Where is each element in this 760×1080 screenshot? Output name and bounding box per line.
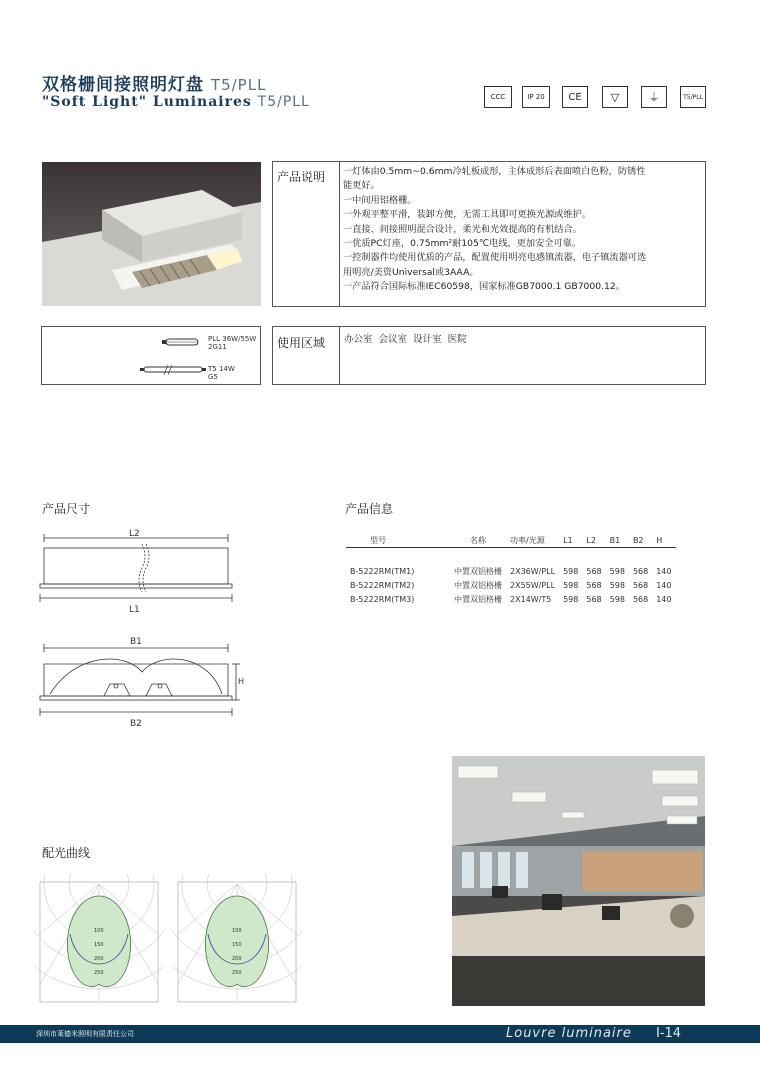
usage-divider xyxy=(339,327,340,384)
svg-text:150: 150 xyxy=(232,942,242,948)
product-photo xyxy=(42,162,261,306)
office-photo xyxy=(452,756,705,1006)
header-cell: 功率/光源 xyxy=(510,535,545,545)
page-number: I-14 xyxy=(656,1026,682,1041)
svg-text:200: 200 xyxy=(232,956,242,962)
l2-label: L2 xyxy=(129,529,140,539)
usage-text: 办公室 会议室 设计室 医院 xyxy=(344,334,467,345)
svg-text:200: 200 xyxy=(94,956,104,962)
t5-lamp-icon xyxy=(140,365,206,375)
table-row: B-5222RM(TM2) 中置双铝格栅 2X55W/PLL 598 568 598 568 140 xyxy=(350,580,672,590)
info-table-header xyxy=(346,533,676,548)
header-cell: L2 xyxy=(586,535,596,545)
svg-text:100: 100 xyxy=(94,928,104,934)
side-dimension-drawing xyxy=(36,524,246,614)
description-line: 一控制器件均使用优质的产品，配置使用明亮电感镇流器，电子镇流器可选 xyxy=(343,252,647,264)
title-en-text: "Soft Light" Luminaires xyxy=(42,94,252,110)
svg-text:250: 250 xyxy=(232,970,242,976)
pll-lamp-icon xyxy=(162,337,206,347)
light-curve-chart-2 xyxy=(172,874,302,1012)
title-cn-text: 双格栅间接照明灯盘 xyxy=(42,75,204,95)
header-cell: 型号 xyxy=(370,535,386,545)
header-cell: H xyxy=(656,535,663,545)
page-title-cn xyxy=(42,70,266,95)
t5-lamp-label: T5 14W G5 xyxy=(208,365,235,381)
t5pll-cert-badge: T5/PLL xyxy=(680,86,706,108)
header-cell: B1 xyxy=(609,535,621,545)
header-cell: B2 xyxy=(632,535,644,545)
dimensions-title: 产品尺寸 xyxy=(42,502,91,516)
ccc-cert-badge: CCC xyxy=(484,86,512,108)
description-divider xyxy=(339,162,340,306)
description-line: 一中间用铝格栅。 xyxy=(343,194,417,206)
info-table-wrap xyxy=(346,533,676,606)
footer-brand: Louvre luminaire xyxy=(506,1026,632,1041)
description-line: 一产品符合国际标准IEC60598，国家标准GB7000.1 GB7000.12。 xyxy=(343,281,625,293)
description-line: 一外观平整平滑，装卸方便，无需工具即可更换光源或维护。 xyxy=(343,209,592,221)
b1-label: B1 xyxy=(130,637,142,647)
description-label: 产品说明 xyxy=(277,170,326,184)
header-cell: L1 xyxy=(563,535,573,545)
description-line: 一直接、间接照明混合设计，柔光和光效提高的有机结合。 xyxy=(343,223,582,235)
ground-cert-badge: ⏚ xyxy=(641,86,667,108)
description-text xyxy=(343,165,703,295)
description-line: 能更好。 xyxy=(343,180,380,192)
curve-title: 配光曲线 xyxy=(42,846,91,860)
pll-lamp-label: PLL 36W/55W 2G11 xyxy=(208,335,257,351)
lamp-types-panel xyxy=(41,326,261,385)
usage-label: 使用区域 xyxy=(277,336,326,350)
h-label: H xyxy=(238,677,245,686)
title-cn-suffix: T5/PLL xyxy=(210,76,267,94)
light-curve-chart-1 xyxy=(34,874,164,1012)
table-row: B-5222RM(TM3) 中置双铝格栅 2X14W/T5 598 568 598 568 140 xyxy=(350,594,672,604)
usage-panel xyxy=(272,326,706,385)
svg-text:100: 100 xyxy=(232,928,242,934)
description-line: 一灯体由0.5mm~0.6mm冷轧板成形，主体成形后表面喷白色粉，防锈性 xyxy=(343,166,646,177)
header-cell: 名称 xyxy=(470,535,486,545)
title-en-suffix: T5/PLL xyxy=(257,94,310,110)
info-table xyxy=(346,533,676,606)
l1-label: L1 xyxy=(129,605,140,614)
description-line: 一优质PC灯座，0.75mm²耐105℃电线，更加安全可靠。 xyxy=(343,238,582,250)
svg-text:150: 150 xyxy=(94,942,104,948)
page-title-en xyxy=(42,94,310,110)
description-line: 用明亮/美资Universal或3AAA。 xyxy=(343,266,479,278)
b2-label: B2 xyxy=(130,719,142,729)
svg-text:250: 250 xyxy=(94,970,104,976)
footer-bar xyxy=(0,1025,760,1043)
ce-cert-badge: CE xyxy=(562,86,588,108)
front-dimension-drawing xyxy=(36,632,250,732)
triangle-cert-badge: ▽ xyxy=(602,86,628,108)
footer-company: 深圳市莱德米照明有限责任公司 xyxy=(36,1030,134,1038)
description-panel xyxy=(272,161,706,307)
info-title: 产品信息 xyxy=(345,502,394,516)
ip20-cert-badge: IP 20 xyxy=(522,86,550,108)
table-row: B-5222RM(TM1) 中置双铝格栅 2X36W/PLL 598 568 598 568 140 xyxy=(350,566,672,576)
